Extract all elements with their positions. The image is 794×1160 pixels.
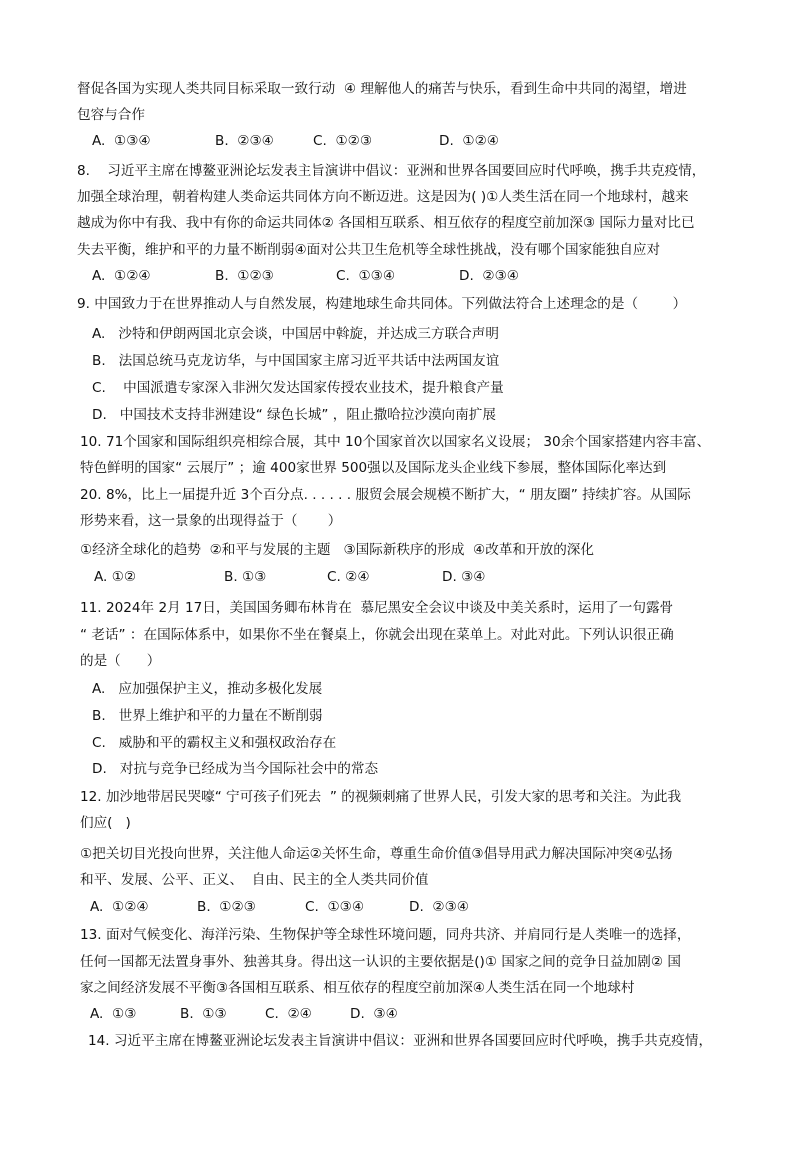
q9-option-c[interactable]: C. 中国派遣专家深入非洲欠发达国家传授农业技术，提升粮食产量 (92, 380, 504, 396)
q7-option-d[interactable]: D. ①②④ (439, 133, 499, 149)
q7-option-b[interactable]: B. ②③④ (215, 133, 274, 149)
q11-stem-line: 的是（ ） (80, 653, 161, 669)
q12-option-d[interactable]: D. ②③④ (409, 899, 469, 915)
q12-statements-line: ①把关切目光投向世界，关注他人命运②关怀生命，尊重生命价值③倡导用武力解决国际冲突④弘扬 (80, 846, 673, 862)
q10-statements: ①经济全球化的趋势 ②和平与发展的主题 ③国际新秩序的形成 ④改革和开放的深化 (80, 542, 594, 558)
q14-stem-line: 14. 习近平主席在博鳌亚洲论坛发表主旨演讲中倡议：亚洲和世界各国要回应时代呼唤，携手共克疫情， (88, 1033, 713, 1049)
q10-stem-line: 10. 71个国家和国际组织亮相综合展，其中 10个国家首次以国家名义设展； 30余个国家搭建内容丰富、 (80, 434, 711, 450)
q11-option-b[interactable]: B. 世界上维护和平的力量在不断削弱 (92, 708, 323, 724)
q13-option-d[interactable]: D. ③④ (350, 1006, 398, 1022)
q13-stem-line: 13. 面对气候变化、海洋污染、生物保护等全球性环境问题，同舟共济、并肩同行是人类唯一的选择， (80, 927, 691, 943)
q11-stem-line: 11. 2024年 2月 17日，美国国务卿布林肯在 慕尼黑安全会议中谈及中美关系时，运用了一句露骨 (80, 600, 674, 616)
q8-option-a[interactable]: A. ①②④ (92, 268, 151, 284)
q9-stem: 9. 中国致力于在世界推动人与自然发展，构建地球生命共同体。下列做法符合上述理念的是（ ） (77, 296, 687, 312)
q9-option-a[interactable]: A. 沙特和伊朗两国北京会谈，中国居中斡旋，并达成三方联合声明 (92, 326, 499, 342)
q11-option-a[interactable]: A. 应加强保护主义，推动多极化发展 (92, 681, 323, 697)
q8-stem-line: 失去平衡，维护和平的力量不断削弱④面对公共卫生危机等全球性挑战，没有哪个国家能独自应对 (77, 242, 661, 258)
q13-option-c[interactable]: C. ②④ (265, 1006, 312, 1022)
q10-stem-line: 20. 8%，比上一届提升近 3个百分点. . . . . . 服贸会展会规模不断扩大，“ 朋友圈” 持续扩容。从国际 (80, 487, 691, 503)
q12-option-b[interactable]: B. ①②③ (197, 899, 256, 915)
q10-option-a[interactable]: A. ①② (94, 569, 137, 585)
q10-stem-line: 特色鲜明的国家“ 云展厅” ；逾 400家世界 500强以及国际龙头企业线下参展，整体国际化率达到 (80, 460, 667, 476)
q7-text-line: 督促各国为实现人类共同目标采取一致行动 ④ 理解他人的痛苦与快乐，看到生命中共同的渴望，增进 (77, 81, 687, 97)
q13-stem-line: 家之间经济发展不平衡③各国相互联系、相互依存的程度空前加深④人类生活在同一个地球村 (80, 980, 635, 996)
q11-option-d[interactable]: D. 对抗与竞争已经成为当今国际社会中的常态 (92, 761, 379, 777)
q12-option-a[interactable]: A. ①②④ (90, 899, 149, 915)
q13-option-b[interactable]: B. ①③ (180, 1006, 227, 1022)
q12-stem-line: 们应( ) (80, 815, 131, 831)
q13-options (90, 1001, 398, 1160)
q8-stem-line: 8. 习近平主席在博鳌亚洲论坛发表主旨演讲中倡议：亚洲和世界各国要回应时代呼唤，携手共克疫情， (77, 163, 706, 179)
q8-option-b[interactable]: B. ①②③ (215, 268, 274, 284)
q7-option-a[interactable]: A. ①③④ (92, 133, 151, 149)
q9-option-d[interactable]: D. 中国技术支持非洲建设“ 绿色长城” ，阻止撒哈拉沙漠向南扩展 (92, 407, 496, 423)
q8-option-d[interactable]: D. ②③④ (459, 268, 519, 284)
q12-option-c[interactable]: C. ①③④ (305, 899, 365, 915)
q9-option-b[interactable]: B. 法国总统马克龙访华，与中国国家主席习近平共话中法两国友谊 (92, 353, 500, 369)
q11-stem-line: “ 老话” ：在国际体系中，如果你不坐在餐桌上，你就会出现在菜单上。对此对此。下列认识很正确 (80, 627, 674, 643)
q13-stem-line: 任何一国都无法置身事外、独善其身。得出这一认识的主要依据是()① 国家之间的竞争日益加剧② 国 (80, 954, 681, 970)
q11-option-c[interactable]: C. 威胁和平的霸权主义和强权政治存在 (92, 735, 337, 751)
q8-option-c[interactable]: C. ①③④ (336, 268, 396, 284)
q8-stem-line: 越成为你中有我、我中有你的命运共同体② 各国相互联系、相互依存的程度空前加深③ 国际力量对比已 (77, 215, 695, 231)
q12-stem-line: 12. 加沙地带居民哭嚎“ 宁可孩子们死去 ” 的视频刺痛了世界人民，引发大家的思考和关注。为此我 (80, 789, 682, 805)
q10-option-d[interactable]: D. ③④ (442, 569, 486, 585)
q12-statements-line: 和平、发展、公平、正义、 自由、民主的全人类共同价值 (80, 872, 429, 888)
q10-stem-line: 形势来看，这一景象的出现得益于（ ） (80, 513, 342, 529)
q7-option-c[interactable]: C. ①②③ (313, 133, 373, 149)
q7-text-line: 包容与合作 (77, 107, 145, 123)
q10-option-b[interactable]: B. ①③ (224, 569, 267, 585)
q8-stem-line: 加强全球治理，朝着构建人类命运共同体方向不断迈进。这是因为( )①人类生活在同一个地球村，越来 (77, 189, 689, 205)
q13-option-a[interactable]: A. ①③ (90, 1006, 137, 1022)
q10-option-c[interactable]: C. ②④ (327, 569, 370, 585)
